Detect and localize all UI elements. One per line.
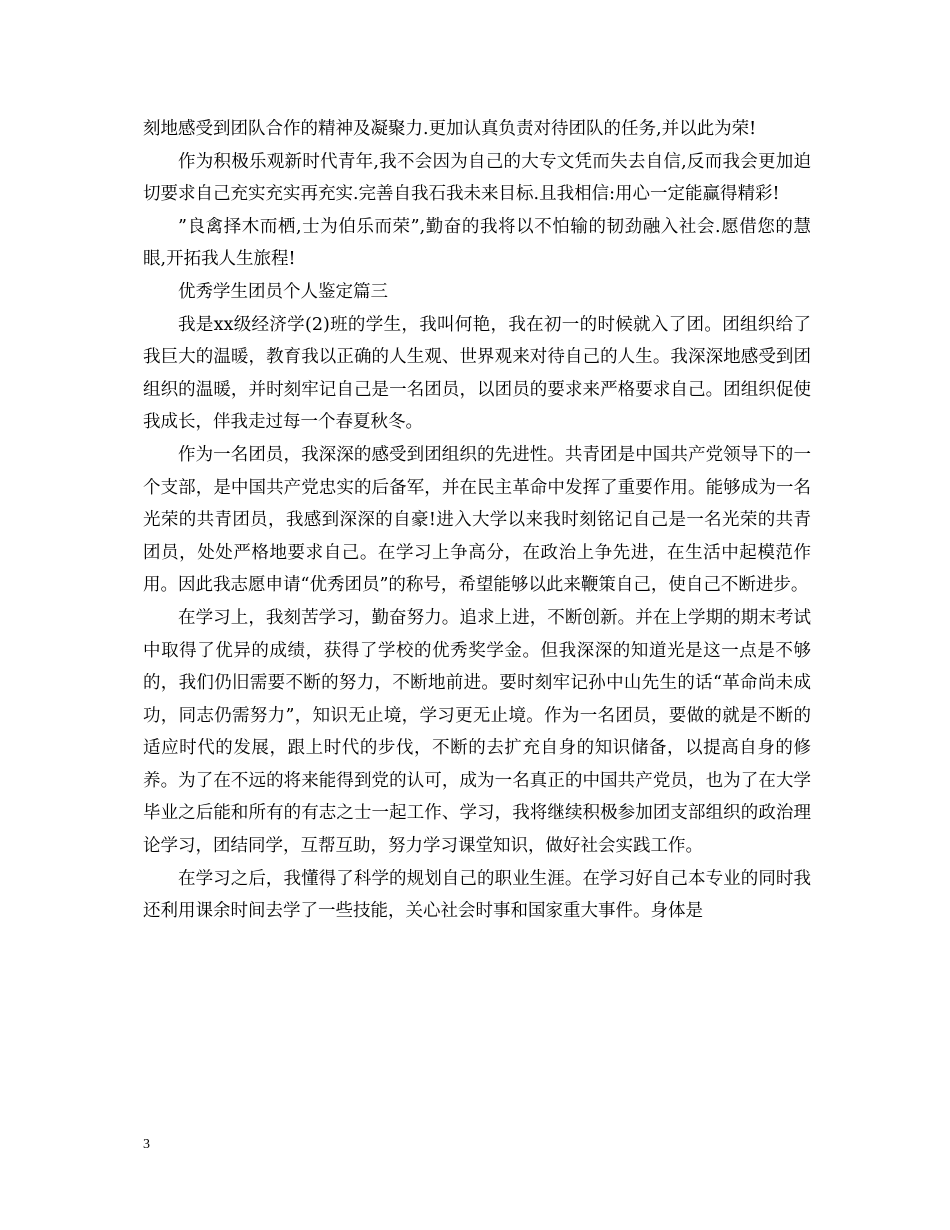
document-body — [143, 113, 811, 928]
paragraph-6: 作为一名团员，我深深的感受到团组织的先进性。共青团是中国共产党领导下的一个支部，是中国共产党忠实的后备军，并在民主革命中发挥了重要作用。能够成为一名光荣的共青团员，我感到深深的自豪!进入大学以来我时刻铭记自己是一名光荣的共青团员，处处严格地要求自己。在学习上争高分，在政治上争先进，在生活中起模范作用。因此我志愿申请“优秀团员”的称号，希望能够以此来鞭策自己，使自己不断进步。 — [143, 444, 811, 596]
section-heading: 优秀学生团员个人鉴定篇三 — [178, 281, 388, 302]
page-number: 3 — [143, 1137, 150, 1152]
paragraph-1: 刻地感受到团队合作的精神及凝聚力.更加认真负责对待团队的任务,并以此为荣! — [143, 119, 757, 139]
paragraph-5: 我是xx级经济学(2)班的学生，我叫何艳，我在初一的时候就入了团。团组织给了我巨大的温暖，教育我以正确的人生观、世界观来对待自己的人生。我深深地感受到团组织的温暖，并时刻牢记自己是一名团员，以团员的要求来严格要求自己。团组织促使我成长，伴我走过每一个春夏秋冬。 — [143, 314, 811, 433]
paragraph-3: ”良禽择木而栖,士为伯乐而荣”,勤奋的我将以不怕输的韧劲融入社会.愿借您的慧眼,开拓我人生旅程! — [143, 216, 811, 270]
paragraph-2: 作为积极乐观新时代青年,我不会因为自己的大专文凭而失去自信,反而我会更加迫切要求自己充实充实再充实.完善自我石我未来目标.且我相信:用心一定能赢得精彩! — [143, 151, 811, 205]
paragraph-7: 在学习上，我刻苦学习，勤奋努力。追求上进，不断创新。并在上学期的期末考试中取得了优异的成绩，获得了学校的优秀奖学金。但我深深的知道光是这一点是不够的，我们仍旧需要不断的努力，不断地前进。要时刻牢记孙中山先生的话“革命尚未成功，同志仍需努力”，知识无止境，学习更无止境。作为一名团员，要做的就是不断的适应时代的发展，跟上时代的步伐，不断的去扩充自身的知识储备，以提高自身的修养。为了在不远的将来能得到党的认可，成为一名真正的中国共产党员，也为了在大学毕业之后能和所有的有志之士一起工作、学习，我将继续积极参加团支部组织的政治理论学习，团结同学，互帮互助，努力学习课堂知识，做好社会实践工作。 — [143, 607, 811, 857]
paragraph-8: 在学习之后，我懂得了科学的规划自己的职业生涯。在学习好自己本专业的同时我还利用课余时间去学了一些技能，关心社会时事和国家重大事件。身体是 — [143, 868, 811, 922]
